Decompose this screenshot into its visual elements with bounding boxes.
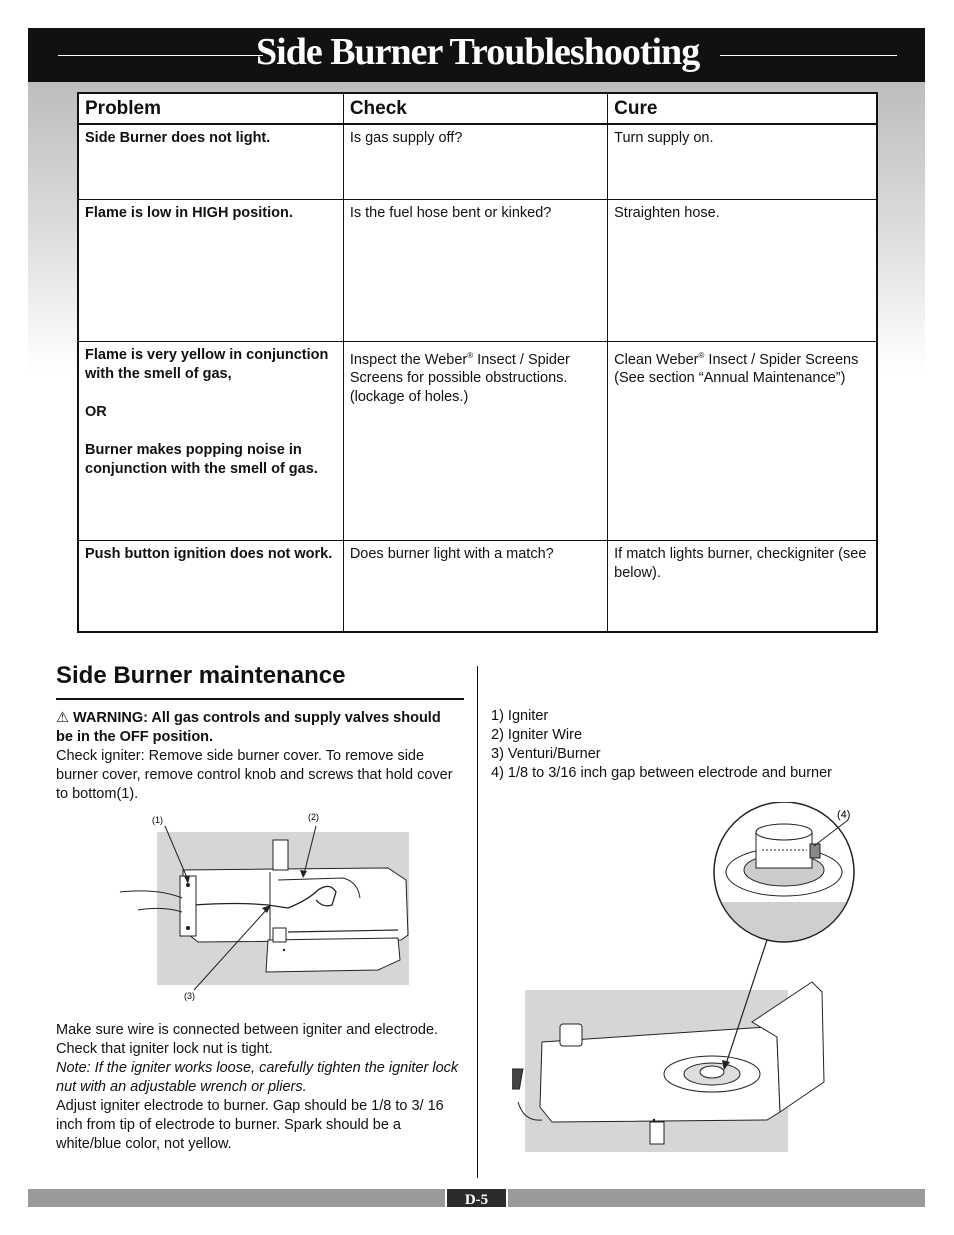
check-cell: Is the fuel hose bent or kinked? — [343, 199, 607, 341]
check-cell: Inspect the Weber® Insect / Spider Screens for possible obstructions. (lockage of holes.) — [343, 341, 607, 540]
check-igniter-text: Check igniter: Remove side burner cover. To remove side burner cover, remove control knob and screws that hold cover to bottom(1). — [56, 748, 453, 802]
check-cell: Does burner light with a match? — [343, 540, 607, 632]
cure-cell: If match lights burner, checkigniter (see below). — [608, 540, 877, 632]
problem-cell: Flame is very yellow in conjunction with the smell of gas, OR Burner makes popping noise in conjunction with the smell of gas. — [78, 341, 343, 540]
fig1-label-1: (1) — [152, 815, 163, 825]
legend-list — [491, 707, 911, 783]
warning-block: ⚠ WARNING: All gas controls and supply valves should be in the OFF position. Check igniter: Remove side burner cover. To remove side burner cover, remove control knob and screws that hold cover to bottom(1). — [56, 710, 453, 802]
title-rule-left — [58, 55, 263, 56]
page-title: Side Burner Troubleshooting — [256, 31, 700, 73]
cure-cell: Clean Weber® Insect / Spider Screens (See section “Annual Maintenance”) — [608, 341, 877, 540]
header-problem: Problem — [78, 93, 343, 124]
burner-gap-diagram — [512, 802, 862, 1154]
page-number: D-5 — [445, 1187, 508, 1209]
cure-cell: Turn supply on. — [608, 124, 877, 199]
side-burner-diagram — [118, 810, 414, 1005]
table-row — [78, 341, 877, 540]
table-row — [78, 124, 877, 199]
section-title: Side Burner maintenance — [56, 662, 346, 689]
title-rule-right — [720, 55, 897, 56]
list-item: 4) 1/8 to 3/16 inch gap between electrode and burner — [491, 765, 832, 781]
header-cure: Cure — [608, 93, 877, 124]
header-check: Check — [343, 93, 607, 124]
fig1-label-2: (2) — [308, 812, 319, 822]
table-row — [78, 199, 877, 341]
problem-cell: Push button ignition does not work. — [78, 540, 343, 632]
check-cell: Is gas supply off? — [343, 124, 607, 199]
title-bar — [28, 28, 925, 82]
list-item: 3) Venturi/Burner — [491, 746, 601, 762]
instructions-block: Make sure wire is connected between igniter and electrode. Check that igniter lock nut is tight. Note: If the igniter works loose, carefully tighten the igniter lock nut with an adjustable wrench or pliers. Adjust igniter electrode to burner. Gap should be 1/8 to 3/ 16 inch from tip of electrode to burner. Spark should be a white/blue color, not yellow. — [56, 1022, 459, 1152]
cure-cell: Straighten hose. — [608, 199, 877, 341]
fig2-label-4: (4) — [837, 809, 851, 821]
problem-cell: Flame is low in HIGH position. — [78, 199, 343, 341]
section-rule — [56, 698, 464, 700]
note-text: Note: If the igniter works loose, carefully tighten the igniter lock nut with an adjustable wrench or pliers. — [56, 1060, 459, 1095]
warning-triangle-icon: ⚠ — [56, 710, 69, 726]
column-divider — [477, 666, 478, 1178]
fig1-label-3: (3) — [184, 991, 195, 1001]
problem-cell: Side Burner does not light. — [78, 124, 343, 199]
table-row — [78, 540, 877, 632]
list-item: 1) Igniter — [491, 708, 549, 724]
list-item: 2) Igniter Wire — [491, 727, 583, 743]
troubleshooting-table — [77, 92, 878, 633]
